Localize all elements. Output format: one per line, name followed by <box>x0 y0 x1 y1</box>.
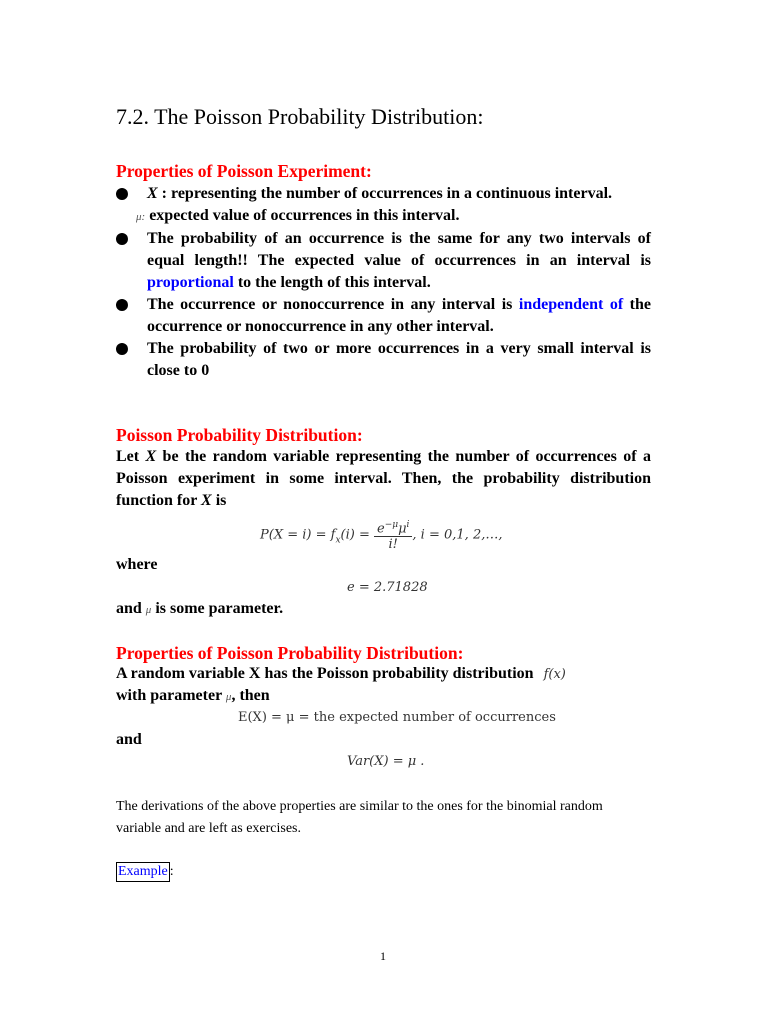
formula-part: , i = 0,1, 2,…, <box>412 527 503 543</box>
bullet-text: the occurrence or nonoccurrence in any other interval. <box>147 296 652 335</box>
bullet-icon <box>116 188 128 200</box>
experiment-properties-list <box>116 183 651 382</box>
paragraph-text: be the random variable representing the number of occurrences of a Poisson experiment in some interval. Then, the probability distribution function for <box>116 448 651 509</box>
variable-x: X <box>147 185 158 202</box>
mu-symbol: μ <box>225 691 232 703</box>
page-number: 1 <box>380 949 386 963</box>
poisson-pmf-formula <box>260 518 502 552</box>
highlight-independent: independent of <box>518 296 624 313</box>
section-heading-experiment: Properties of Poisson Experiment: <box>116 161 372 181</box>
formula-part: P(X = i) = f <box>260 527 336 543</box>
where-label: where <box>116 556 158 573</box>
list-item <box>116 338 651 382</box>
variance-formula: Var(X) = μ . <box>347 754 425 769</box>
variable-x: X <box>201 492 212 509</box>
bullet-text: : representing the number of occurrences in a continuous interval. <box>157 185 613 202</box>
example-line <box>116 862 174 882</box>
distribution-paragraph <box>116 446 651 512</box>
list-item <box>116 228 651 294</box>
section-heading-distribution-properties: Properties of Poisson Probability Distribution: <box>116 643 464 663</box>
bullet-text: to the length of this interval. <box>233 274 431 291</box>
formula-part: μ <box>398 521 407 537</box>
fx-symbol: f(x) <box>543 667 566 682</box>
sentence-text: is some parameter. <box>151 600 284 617</box>
paragraph-text: Let <box>116 448 146 465</box>
formula-subscript: x <box>335 535 341 546</box>
formula-superscript: i <box>406 520 410 530</box>
sentence-text: with parameter <box>116 687 226 704</box>
page-title: 7.2. The Poisson Probability Distribution: <box>116 104 484 129</box>
properties-line2 <box>116 687 270 705</box>
and-label: and <box>116 731 142 748</box>
variable-x: X <box>145 448 157 465</box>
paragraph-text: is <box>211 492 227 509</box>
sentence-text: A random variable X has the Poisson probability distribution <box>116 665 534 682</box>
bullet-text: The probability of two or more occurrences in a very small interval is close to 0 <box>147 340 651 379</box>
fraction-denominator: i! <box>388 537 398 553</box>
example-colon: : <box>169 864 174 879</box>
mu-symbol: μ <box>145 604 152 616</box>
bullet-text: The probability of an occurrence is the same for any two intervals of equal length!! The expected value of occurrences in an interval is <box>147 230 651 269</box>
bullet-icon <box>116 233 128 245</box>
bullet-icon <box>116 299 128 311</box>
list-item <box>116 294 651 338</box>
example-link[interactable]: Example <box>116 862 170 882</box>
formula-part: e <box>376 521 385 537</box>
bullet-text: The occurrence or nonoccurrence in any interval is <box>147 296 519 313</box>
formula-fraction <box>374 518 412 552</box>
formula-superscript: −μ <box>384 520 399 530</box>
bullet-icon <box>116 343 128 355</box>
list-item <box>116 183 651 205</box>
e-value-formula: e = 2.71828 <box>347 580 428 595</box>
sentence-text: and <box>116 600 146 617</box>
mu-definition-text: expected value of occurrences in this interval. <box>145 207 460 224</box>
section-heading-distribution: Poisson Probability Distribution: <box>116 425 363 445</box>
mu-symbol: μ: <box>136 211 146 223</box>
properties-line1 <box>116 665 566 683</box>
parameter-sentence <box>116 600 283 618</box>
formula-part: (i) = <box>340 527 370 543</box>
expectation-formula: E(X) = μ = the expected number of occurrences <box>238 710 556 725</box>
fraction-numerator <box>374 518 412 537</box>
highlight-proportional: proportional <box>147 274 234 291</box>
sentence-text: , then <box>231 687 270 704</box>
derivations-note: The derivations of the above properties are similar to the ones for the binomial random variable and are left as exercises. <box>116 799 603 836</box>
mu-definition <box>116 205 651 228</box>
